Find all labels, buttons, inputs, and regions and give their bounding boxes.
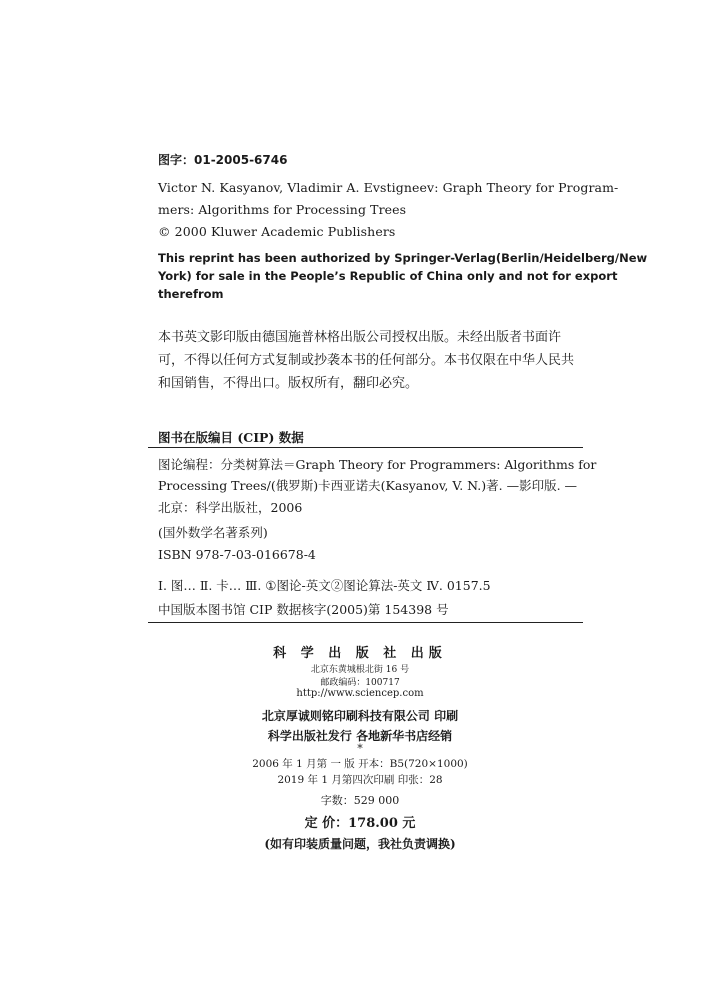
cip-isbn: ISBN 978-7-03-016678-4	[158, 547, 316, 562]
cip-series: (国外数学名著系列)	[158, 525, 268, 540]
reprint-notice-line-2: York) for sale in the People’s Republic of China only and not for export	[158, 269, 618, 283]
cip-line-2: Processing Trees/(俄罗斯)卡西亚诺夫(Kasyanov, V. N.)著. —影印版. —	[158, 478, 578, 493]
copyright-line: © 2000 Kluwer Academic Publishers	[158, 224, 396, 239]
cip-title: 图书在版编目 (CIP) 数据	[158, 430, 304, 445]
chinese-notice-line-1: 本书英文影印版由德国施普林格出版公司授权出版。未经出版者书面许	[158, 330, 562, 345]
english-credit-line-1: Victor N. Kasyanov, Vladimir A. Evstigneev: Graph Theory for Program-	[158, 180, 619, 195]
registration-number: 图字：01-2005-6746	[158, 153, 288, 167]
cip-bottom-rule	[148, 622, 583, 623]
price: 定 价：178.00 元	[304, 816, 416, 831]
chinese-notice-line-3: 和国销售，不得出口。版权所有，翻印必究。	[158, 376, 419, 391]
chinese-notice-line-2: 可，不得以任何方式复制或抄袭本书的任何部分。本书仅限在中华人民共	[158, 353, 575, 368]
edition-line-2: 2019 年 1 月第四次印刷 印张：28	[277, 774, 443, 786]
printer-name: 北京厚诚则铭印刷科技有限公司 印刷	[261, 709, 459, 723]
reprint-notice-line-3: therefrom	[158, 287, 224, 301]
edition-line-1: 2006 年 1 月第 一 版 开本：B5(720×1000)	[252, 758, 468, 770]
distribution-line: 科学出版社发行 各地新华书店经销	[267, 729, 453, 743]
cip-classification: Ⅰ. 图… Ⅱ. 卡… Ⅲ. ①图论-英文②图论算法-英文 Ⅳ. 0157.5	[158, 578, 491, 593]
publisher-postcode: 邮政编码：100717	[320, 678, 400, 688]
cip-verification: 中国版本图书馆 CIP 数据核字(2005)第 154398 号	[158, 602, 449, 617]
publisher-name: 科 学 出 版 社 出版	[273, 646, 447, 661]
publisher-url: http://www.sciencep.com	[296, 688, 424, 699]
publisher-address: 北京东黄城根北街 16 号	[310, 665, 410, 675]
quality-note: (如有印装质量问题，我社负责调换)	[264, 837, 456, 851]
reprint-notice-line-1: This reprint has been authorized by Springer-Verlag(Berlin/Heidelberg/New	[158, 251, 648, 265]
cip-line-1: 图论编程：分类树算法＝Graph Theory for Programmers: Algorithms for	[158, 457, 597, 472]
cip-line-3: 北京：科学出版社，2006	[158, 500, 303, 515]
separator-star: *	[357, 742, 363, 755]
word-count: 字数：529 000	[320, 794, 400, 807]
cip-top-rule	[148, 447, 583, 448]
english-credit-line-2: mers: Algorithms for Processing Trees	[158, 202, 407, 217]
